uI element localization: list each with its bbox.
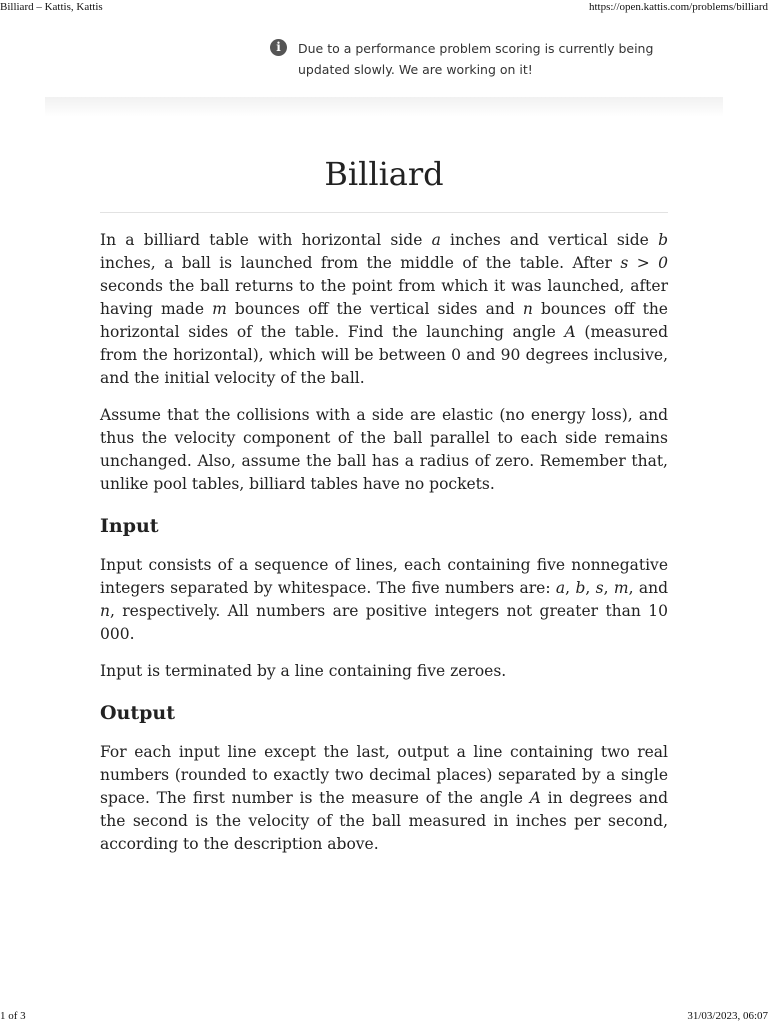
math-s-condition: s > 0 (620, 254, 668, 272)
info-icon: i (270, 39, 287, 56)
input-paragraph-1: Input consists of a sequence of lines, each containing five nonnegative integers separated by whitespace. The five numbers are: a, b, s, m, and n, respectively. All numbers are positive integers not greater than 10 000. (100, 556, 669, 643)
print-header-title: Billiard – Kattis, Kattis (0, 1, 103, 13)
input-heading: Input (100, 515, 159, 537)
math-zero: 0 (451, 346, 461, 364)
math-s: s (595, 579, 604, 597)
card-top-shadow (45, 97, 723, 117)
print-footer (0, 1008, 768, 1024)
math-m: m (212, 300, 227, 318)
math-a: a (555, 579, 566, 597)
notice-text: Due to a performance problem scoring is currently being updated slowly. We are working on it! (298, 41, 654, 77)
math-A: A (564, 323, 576, 341)
print-datetime: 31/03/2023, 06:07 (687, 1010, 768, 1022)
statement-paragraph-1: In a billiard table with horizontal side a inches and vertical side b inches, a ball is launched from the middle of the table. After s > 0 seconds the ball returns to the point from which it was launched, after having made m bounces off the vertical sides and n bounces off the horizontal sides of the table. Find the launching angle A (measured from the horizontal), which will be between 0 and 90 degrees inclusive, and the initial velocity of the ball. (100, 231, 668, 387)
math-A: A (529, 789, 541, 807)
statement-paragraph-2: Assume that the collisions with a side are elastic (no energy loss), and thus the velocity component of the ball parallel to each side remains unchanged. Also, assume the ball has a radius of zero. Remember that, unlike pool tables, billiard tables have no pockets. (100, 406, 668, 493)
output-paragraph-1: For each input line except the last, output a line containing two real numbers (rounded to exactly two decimal places) separated by a single space. The first number is the measure of the angle A in degrees and the second is the velocity of the ball measured in inches per second, according to the description above. (100, 743, 669, 853)
math-ninety: 90 (500, 346, 521, 364)
problem-body (100, 229, 668, 870)
page-counter: 1 of 3 (0, 1010, 26, 1022)
problem-title: Billiard (324, 155, 444, 193)
math-b: b (575, 579, 586, 597)
output-heading: Output (100, 702, 176, 724)
math-n: n (100, 602, 110, 620)
print-header (0, 0, 768, 16)
title-divider (100, 212, 668, 213)
math-a: a (431, 231, 441, 249)
math-limit: 10 000 (100, 602, 668, 643)
input-paragraph-2: Input is terminated by a line containing five zeroes. (100, 662, 507, 680)
math-m: m (613, 579, 629, 597)
notice-banner (270, 38, 670, 80)
math-b: b (658, 231, 668, 249)
math-n: n (522, 300, 533, 318)
print-header-url: https://open.kattis.com/problems/billiard (588, 1, 768, 13)
